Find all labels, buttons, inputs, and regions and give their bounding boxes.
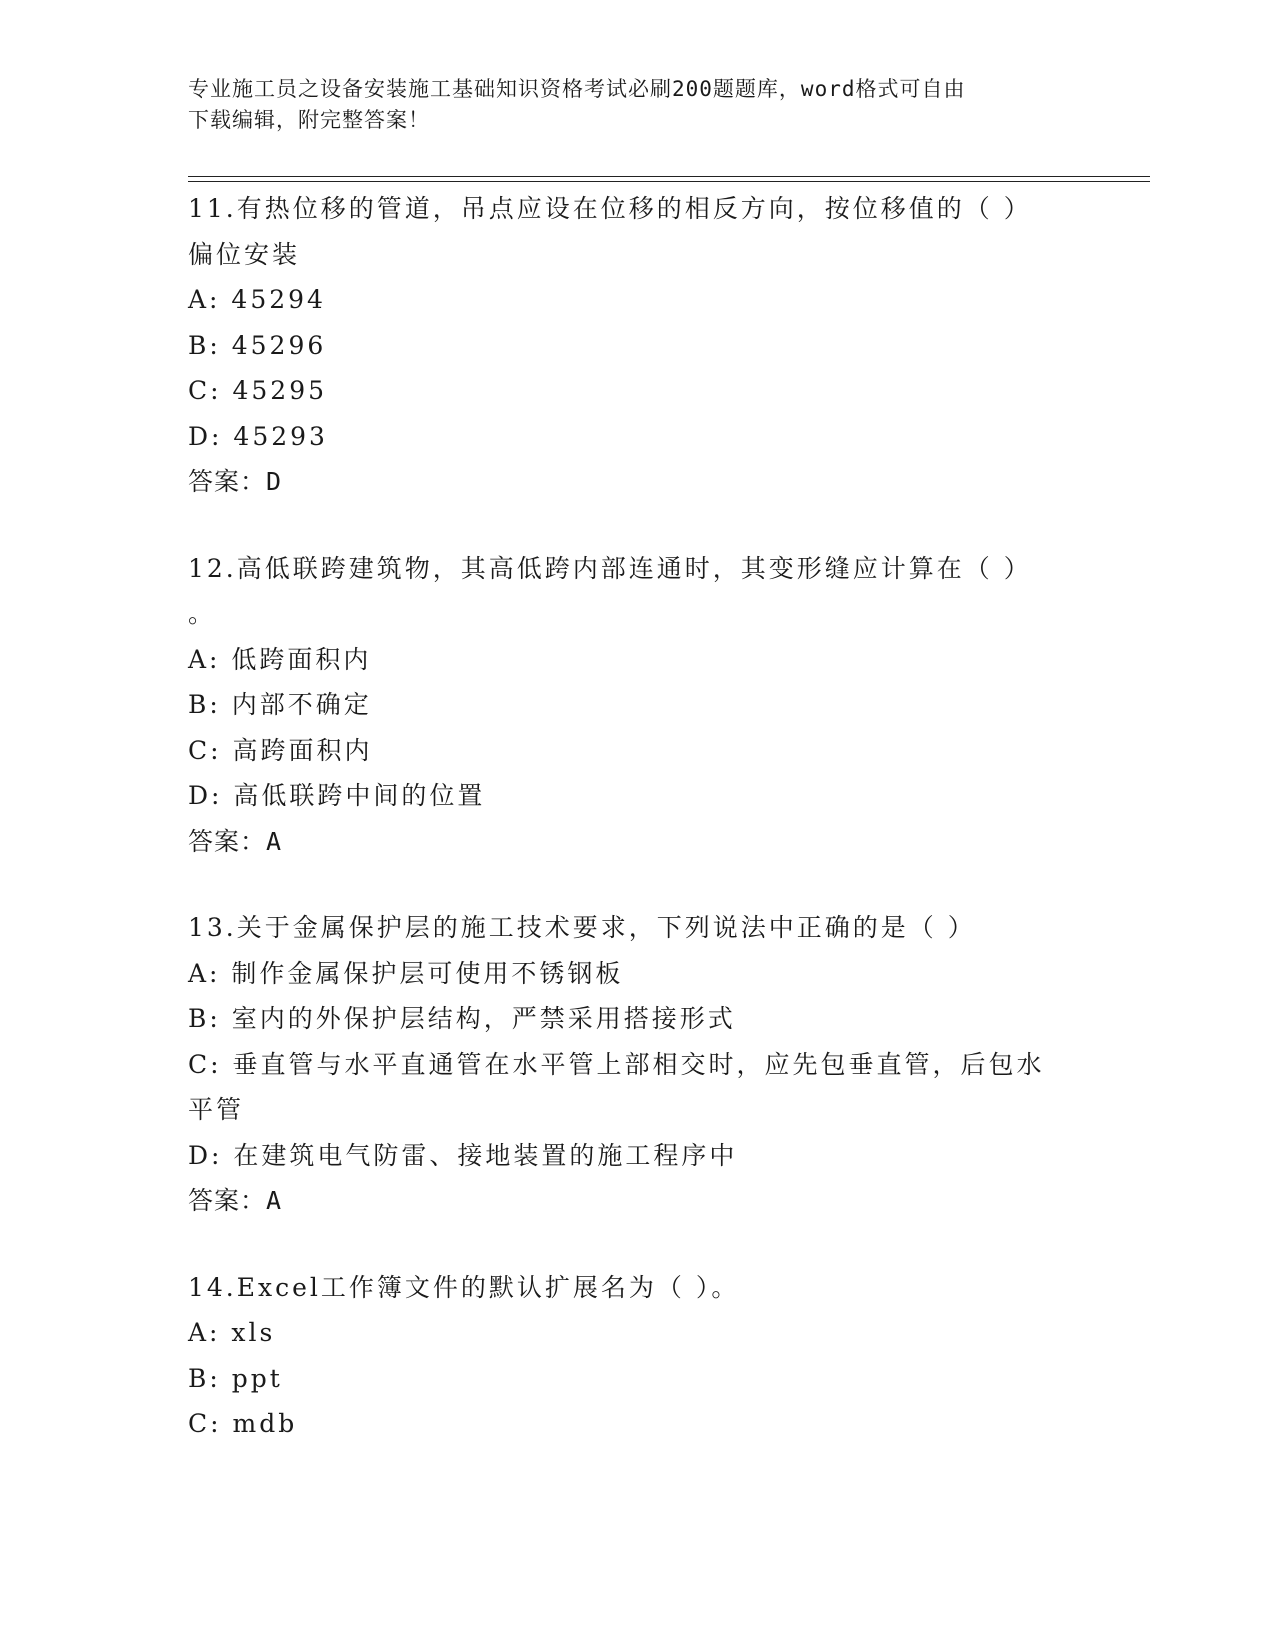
question-stem-line: 11.有热位移的管道，吊点应设在位移的相反方向，按位移值的（ ） xyxy=(188,194,1032,223)
option-c: C: 高跨面积内 xyxy=(188,735,373,765)
question-11 xyxy=(188,186,1088,505)
option-b: B: 室内的外保护层结构，严禁采用搭接形式 xyxy=(188,1004,736,1033)
option-a: A: 45294 xyxy=(188,285,326,314)
header-divider-top xyxy=(188,176,1150,177)
header-divider-bottom xyxy=(188,181,1150,182)
header-line-1: 专业施工员之设备安装施工基础知识资格考试必刷200题题库，word格式可自由 xyxy=(188,77,966,101)
answer-label: 答案：A xyxy=(188,1186,283,1215)
document-header xyxy=(188,74,1088,136)
question-stem-line: 偏位安装 xyxy=(188,239,301,269)
question-12 xyxy=(188,546,1088,865)
option-d: D: 高低联跨中间的位置 xyxy=(188,781,486,810)
option-a: A: 制作金属保护层可使用不锈钢板 xyxy=(188,958,624,988)
question-stem-line: 12.高低联跨建筑物，其高低跨内部连通时，其变形缝应计算在（ ） xyxy=(188,553,1032,583)
option-b: B: 45296 xyxy=(188,330,327,360)
question-stem-line: 14.Excel工作簿文件的默认扩展名为（ ）。 xyxy=(188,1272,740,1302)
option-b: B: ppt xyxy=(188,1363,283,1393)
question-stem-line: 。 xyxy=(188,599,217,628)
question-14 xyxy=(188,1265,1088,1447)
option-d: D: 45293 xyxy=(188,421,328,451)
option-c: C: 45295 xyxy=(188,376,328,405)
option-a: A: xls xyxy=(188,1318,276,1347)
answer-label: 答案：A xyxy=(188,826,283,856)
question-13 xyxy=(188,905,1088,1224)
header-line-2: 下载编辑，附完整答案！ xyxy=(188,108,430,132)
option-d: D: 在建筑电气防雷、接地装置的施工程序中 xyxy=(188,1140,738,1170)
option-a: A: 低跨面积内 xyxy=(188,644,372,674)
question-list xyxy=(188,186,1088,1488)
option-b: B: 内部不确定 xyxy=(188,690,372,719)
answer-label: 答案：D xyxy=(188,467,283,496)
option-c: C: mdb xyxy=(188,1409,298,1438)
option-c: C: 垂直管与水平直通管在水平管上部相交时，应先包垂直管，后包水 平管 xyxy=(188,1049,1045,1124)
question-stem-line: 13.关于金属保护层的施工技术要求，下列说法中正确的是（ ） xyxy=(188,913,976,942)
